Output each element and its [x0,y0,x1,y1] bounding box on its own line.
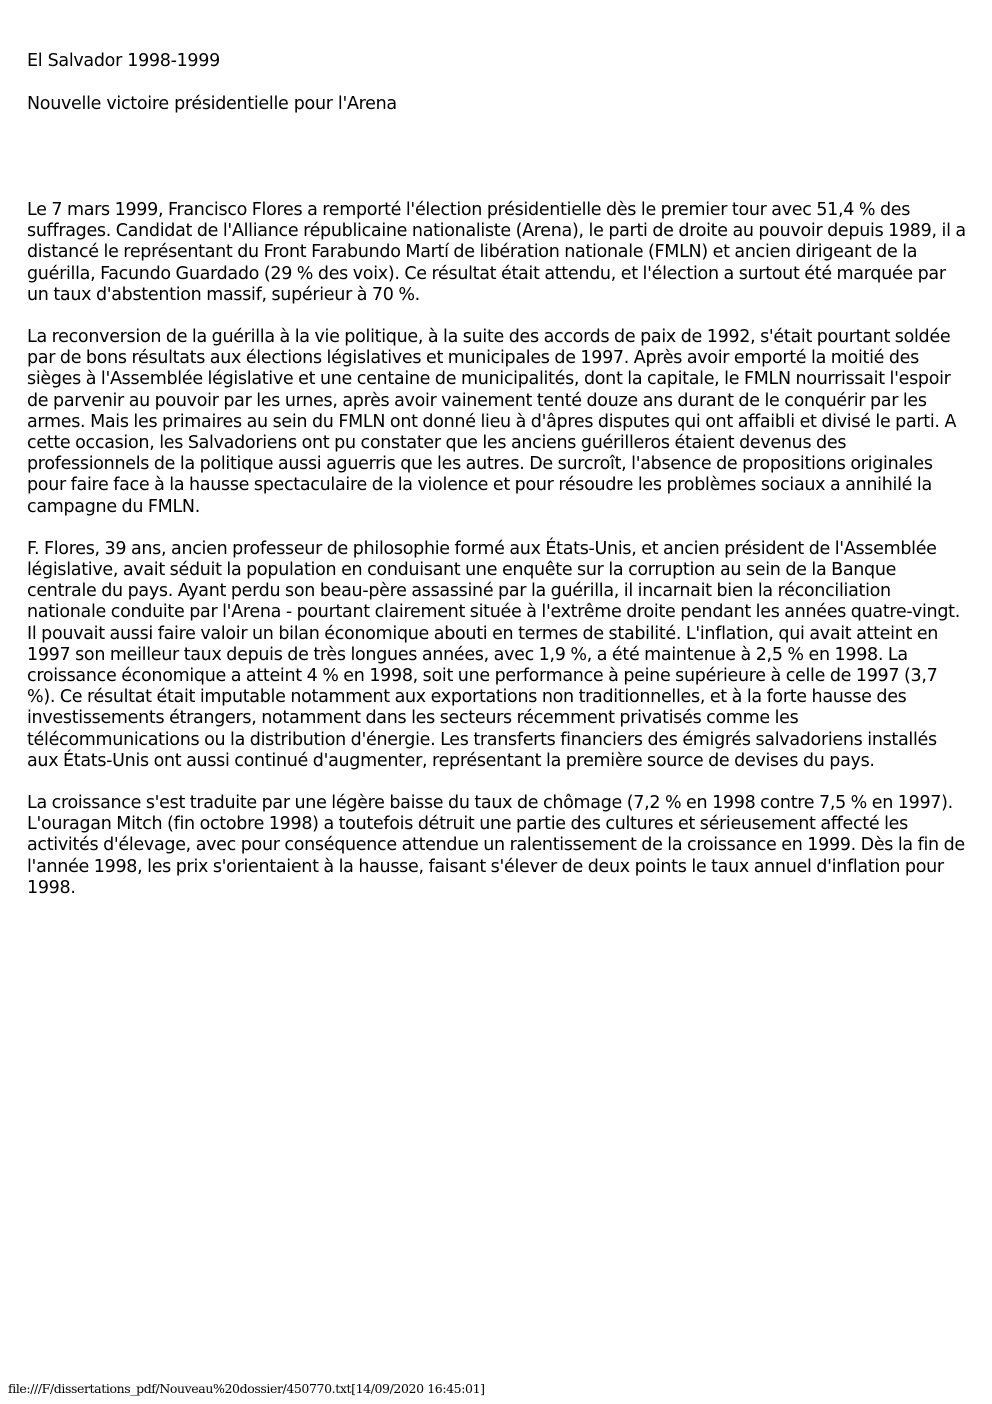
document-heading: El Salvador 1998-1999 [27,51,220,71]
document-subheading: Nouvelle victoire présidentielle pour l'Arena [27,94,397,114]
paragraph-1: Le 7 mars 1999, Francisco Flores a remporté l'élection présidentielle dès le premier tour avec 51,4 % des suffrages. Candidat de l'Alliance républicaine nationaliste (Arena), le parti de droite au pouvoir depuis 1989, il a distancé le représentant du Front Farabundo Martí de libération nationale (FMLN) et ancien dirigeant de la guérilla, Facundo Guardado (29 % des voix). Ce résultat était attendu, et l'élection a surtout été marquée par un taux d'abstention massif, supérieur à 70 %. [27,200,966,305]
paragraph-4: La croissance s'est traduite par une légère baisse du taux de chômage (7,2 % en 1998 contre 7,5 % en 1997). L'ouragan Mitch (fin octobre 1998) a toutefois détruit une partie des cultures et sérieusement affecté les activités d'élevage, avec pour conséquence attendue un ralentissement de la croissance en 1999. Dès la fin de l'année 1998, les prix s'orientaient à la hausse, faisant s'élever de deux points le taux annuel d'inflation pour 1998. [27,793,965,898]
paragraph-2: La reconversion de la guérilla à la vie politique, à la suite des accords de paix de 1992, s'était pourtant soldée par de bons résultats aux élections législatives et municipales de 1997. Après avoir emporté la moitié des sièges à l'Assemblée législative et une centaine de municipalités, dont la capitale, le FMLN nourrissait l'espoir de parvenir au pouvoir par les urnes, après avoir vainement tenté douze ans durant de le conquérir par les armes. Mais les primaires au sein du FMLN ont donné lieu à d'âpres disputes qui ont affaibli et divisé le parti. A cette occasion, les Salvadoriens ont pu constater que les anciens guérilleros étaient devenus des professionnels de la politique aussi aguerris que les autres. De surcroît, l'absence de propositions originales pour faire face à la hausse spectaculaire de la violence et pour résoudre les problèmes sociaux a annihilé la campagne du FMLN. [27,327,957,517]
source-footer: file:///F/dissertations_pdf/Nouveau%20dossier/450770.txt[14/09/2020 16:45:01] [8,1381,485,1396]
paragraph-3: F. Flores, 39 ans, ancien professeur de philosophie formé aux États-Unis, et ancien président de l'Assemblée législative, avait séduit la population en conduisant une enquête sur la corruption au sein de la Banque centrale du pays. Ayant perdu son beau-père assassiné par la guérilla, il incarnait bien la réconciliation nationale conduite par l'Arena - pourtant clairement située à l'extrême droite pendant les années quatre-vingt. Il pouvait aussi faire valoir un bilan économique abouti en termes de stabilité. L'inflation, qui avait atteint en 1997 son meilleur taux depuis de très longues années, avec 1,9 %, a été maintenue à 2,5 % en 1998. La croissance économique a atteint 4 % en 1998, soit une performance à peine supérieure à celle de 1997 (3,7 %). Ce résultat était imputable notamment aux exportations non traditionnelles, et à la forte hausse des investissements étrangers, notamment dans les secteurs récemment privatisés comme les télécommunications ou la distribution d'énergie. Les transferts financiers des émigrés salvadoriens installés aux États-Unis ont aussi continué d'augmenter, représentant la première source de devises du pays. [27,538,960,771]
document-body [27,50,967,920]
